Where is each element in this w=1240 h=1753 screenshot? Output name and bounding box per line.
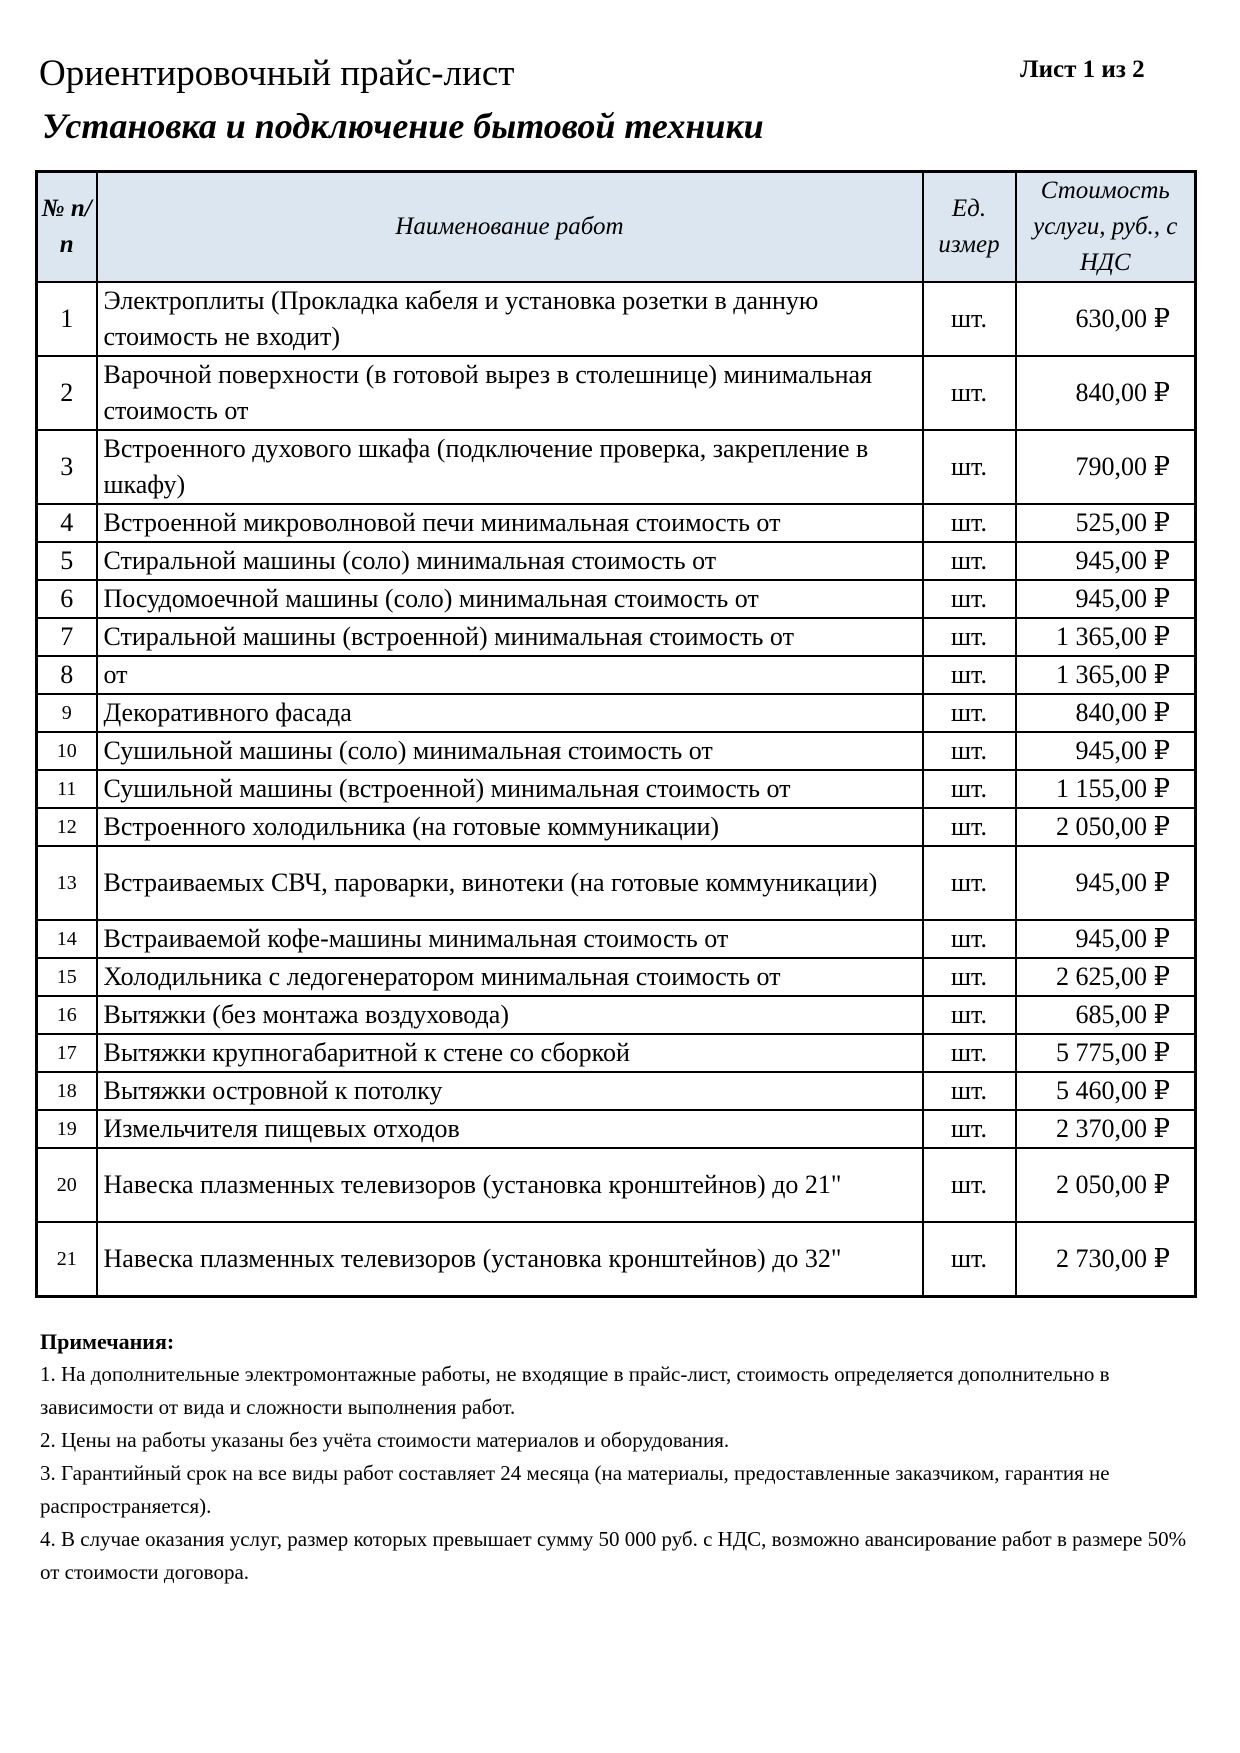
table-row	[37, 694, 1196, 732]
row-unit: шт.	[923, 996, 1016, 1034]
table-row	[37, 1072, 1196, 1110]
table-row	[37, 996, 1196, 1034]
row-unit: шт.	[923, 958, 1016, 996]
row-price: 945,00 ₽	[1016, 920, 1196, 958]
row-price: 1 365,00 ₽	[1016, 656, 1196, 694]
row-unit: шт.	[923, 732, 1016, 770]
row-price: 945,00 ₽	[1016, 846, 1196, 920]
row-unit: шт.	[923, 770, 1016, 808]
row-number: 2	[37, 356, 97, 430]
row-price: 630,00 ₽	[1016, 282, 1196, 356]
row-number: 15	[37, 958, 97, 996]
table-row	[37, 732, 1196, 770]
row-unit: шт.	[923, 618, 1016, 656]
row-work-name: Варочной поверхности (в готовой вырез в столешнице) минимальная стоимость от	[97, 356, 923, 430]
row-work-name: Сушильной машины (соло) минимальная стоимость от	[97, 732, 923, 770]
row-unit: шт.	[923, 846, 1016, 920]
row-unit: шт.	[923, 694, 1016, 732]
row-work-name: Стиральной машины (соло) минимальная стоимость от	[97, 542, 923, 580]
row-work-name: Навеска плазменных телевизоров (установка кронштейнов) до 32"	[97, 1222, 923, 1297]
row-number: 12	[37, 808, 97, 846]
row-work-name: Встраиваемых СВЧ, пароварки, винотеки (на готовые коммуникации)	[97, 846, 923, 920]
table-row	[37, 504, 1196, 542]
row-work-name: Холодильника с ледогенератором минимальная стоимость от	[97, 958, 923, 996]
note-item: 3. Гарантийный срок на все виды работ составляет 24 месяца (на материалы, предоставленные заказчиком, гарантия не распространяется).	[40, 1461, 1110, 1518]
row-price: 2 625,00 ₽	[1016, 958, 1196, 996]
row-work-name: Встраиваемой кофе-машины минимальная стоимость от	[97, 920, 923, 958]
row-price: 5 775,00 ₽	[1016, 1034, 1196, 1072]
row-number: 18	[37, 1072, 97, 1110]
table-row	[37, 618, 1196, 656]
table-row	[37, 808, 1196, 846]
row-number: 17	[37, 1034, 97, 1072]
row-number: 3	[37, 430, 97, 504]
row-number: 16	[37, 996, 97, 1034]
row-work-name: Посудомоечной машины (соло) минимальная стоимость от	[97, 580, 923, 618]
row-work-name: Вытяжки (без монтажа воздуховода)	[97, 996, 923, 1034]
row-work-name: Декоративного фасада	[97, 694, 923, 732]
row-number: 11	[37, 770, 97, 808]
row-number: 9	[37, 694, 97, 732]
row-unit: шт.	[923, 1222, 1016, 1297]
row-number: 19	[37, 1110, 97, 1148]
row-unit: шт.	[923, 808, 1016, 846]
row-price: 5 460,00 ₽	[1016, 1072, 1196, 1110]
table-row	[37, 846, 1196, 920]
row-price: 945,00 ₽	[1016, 542, 1196, 580]
notes-title: Примечания:	[40, 1329, 175, 1354]
row-unit: шт.	[923, 504, 1016, 542]
row-number: 1	[37, 282, 97, 356]
column-header-number: № п/п	[37, 172, 97, 283]
row-work-name: Встроенного духового шкафа (подключение проверка, закрепление в шкафу)	[97, 430, 923, 504]
table-row	[37, 356, 1196, 430]
row-work-name: Встроенного холодильника (на готовые коммуникации)	[97, 808, 923, 846]
table-row	[37, 770, 1196, 808]
row-price: 1 365,00 ₽	[1016, 618, 1196, 656]
row-number: 8	[37, 656, 97, 694]
row-unit: шт.	[923, 356, 1016, 430]
row-price: 840,00 ₽	[1016, 356, 1196, 430]
row-price: 2 730,00 ₽	[1016, 1222, 1196, 1297]
row-price: 1 155,00 ₽	[1016, 770, 1196, 808]
row-number: 7	[37, 618, 97, 656]
row-price: 945,00 ₽	[1016, 580, 1196, 618]
row-unit: шт.	[923, 282, 1016, 356]
row-price: 2 050,00 ₽	[1016, 808, 1196, 846]
row-work-name: Стиральной машины (встроенной) минимальная стоимость от	[97, 618, 923, 656]
row-work-name: Навеска плазменных телевизоров (установка кронштейнов) до 21"	[97, 1148, 923, 1222]
row-unit: шт.	[923, 656, 1016, 694]
column-header-name: Наименование работ	[97, 172, 923, 283]
note-item: 2. Цены на работы указаны без учёта стоимости материалов и оборудования.	[40, 1428, 730, 1452]
row-unit: шт.	[923, 1034, 1016, 1072]
row-unit: шт.	[923, 430, 1016, 504]
row-number: 4	[37, 504, 97, 542]
row-price: 685,00 ₽	[1016, 996, 1196, 1034]
row-number: 5	[37, 542, 97, 580]
table-header-row	[37, 172, 1196, 283]
sheet-indicator: Лист 1 из 2	[1020, 56, 1145, 83]
row-number: 10	[37, 732, 97, 770]
row-unit: шт.	[923, 580, 1016, 618]
row-number: 6	[37, 580, 97, 618]
column-header-unit: Ед. измер	[923, 172, 1016, 283]
row-price: 2 050,00 ₽	[1016, 1148, 1196, 1222]
row-price: 790,00 ₽	[1016, 430, 1196, 504]
row-work-name: Сушильной машины (встроенной) минимальная стоимость от	[97, 770, 923, 808]
table-row	[37, 656, 1196, 694]
row-price: 525,00 ₽	[1016, 504, 1196, 542]
table-row	[37, 580, 1196, 618]
table-row	[37, 1148, 1196, 1222]
row-unit: шт.	[923, 1110, 1016, 1148]
row-price: 2 370,00 ₽	[1016, 1110, 1196, 1148]
table-row	[37, 920, 1196, 958]
table-row	[37, 1034, 1196, 1072]
row-unit: шт.	[923, 1072, 1016, 1110]
row-number: 14	[37, 920, 97, 958]
note-item: 1. На дополнительные электромонтажные работы, не входящие в прайс-лист, стоимость определяется дополнительно в зависимости от вида и сложности выполнения работ.	[40, 1362, 1110, 1419]
row-number: 20	[37, 1148, 97, 1222]
row-unit: шт.	[923, 1148, 1016, 1222]
page-title: Ориентировочный прайс-лист	[39, 53, 515, 94]
price-table	[35, 170, 1197, 1298]
table-body	[37, 282, 1196, 1297]
row-price: 945,00 ₽	[1016, 732, 1196, 770]
column-header-price: Стоимость услуги, руб., с НДС	[1016, 172, 1196, 283]
row-work-name: Встроенной микроволновой печи минимальная стоимость от	[97, 504, 923, 542]
notes-section	[40, 1325, 1190, 1589]
row-work-name: Вытяжки крупногабаритной к стене со сборкой	[97, 1034, 923, 1072]
table-row	[37, 282, 1196, 356]
row-price: 840,00 ₽	[1016, 694, 1196, 732]
row-unit: шт.	[923, 542, 1016, 580]
row-work-name: Электроплиты (Прокладка кабеля и установка розетки в данную стоимость не входит)	[97, 282, 923, 356]
page-subtitle: Установка и подключение бытовой техники	[42, 106, 764, 146]
row-number: 13	[37, 846, 97, 920]
row-unit: шт.	[923, 920, 1016, 958]
row-number: 21	[37, 1222, 97, 1297]
table-row	[37, 542, 1196, 580]
table-row	[37, 1110, 1196, 1148]
table-row	[37, 1222, 1196, 1297]
row-work-name: Вытяжки островной к потолку	[97, 1072, 923, 1110]
row-work-name: Измельчителя пищевых отходов	[97, 1110, 923, 1148]
table-row	[37, 958, 1196, 996]
row-work-name: от	[97, 656, 923, 694]
table-row	[37, 430, 1196, 504]
note-item: 4. В случае оказания услуг, размер которых превышает сумму 50 000 руб. с НДС, возможно авансирование работ в размере 50% от стоимости договора.	[40, 1527, 1187, 1584]
notes-list	[40, 1358, 1190, 1589]
